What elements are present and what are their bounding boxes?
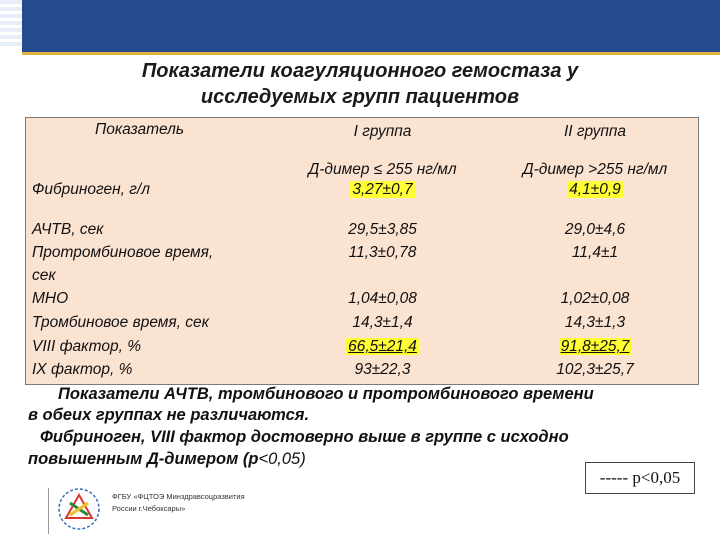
conclusion-line-4-prefix: повышенным Д-димером ( xyxy=(28,450,249,468)
aptt-group2-value: 29,0±4,6 xyxy=(564,221,626,238)
thrombin-group2-value: 14,3±1,3 xyxy=(564,314,626,331)
footer-line-2: России г.Чебоксары» xyxy=(112,504,186,513)
row-label-fibrinogen: Фибриноген, г/л xyxy=(32,181,150,198)
factor-viii-group2-value: 91,8±25,7 xyxy=(560,338,630,355)
conclusion-line-1: Показатели АЧТВ, тромбинового и протромбинового времени xyxy=(58,385,594,403)
decorative-stripes xyxy=(0,0,22,55)
col-header-group2: II группа xyxy=(563,123,627,140)
slide-title xyxy=(20,58,700,110)
header-divider xyxy=(22,52,720,55)
row-label-prothrombin-unit: сек xyxy=(32,267,56,284)
significance-legend: ----- p<0,05 xyxy=(585,462,695,494)
footer-institution xyxy=(112,491,245,515)
conclusion-line-4-rest: <0,05) xyxy=(258,450,306,468)
factor-viii-group1-value: 66,5±21,4 xyxy=(348,338,417,355)
footer-line-1: ФГБУ «ФЦТОЭ Минздравсоцразвития xyxy=(112,492,245,501)
factor-ix-group2-value: 102,3±25,7 xyxy=(556,361,634,378)
row-label-factor-viii: VIII фактор, % xyxy=(32,338,141,355)
institution-logo xyxy=(55,485,103,533)
conclusion-p-symbol: p xyxy=(248,450,259,468)
col-header-indicator: Показатель xyxy=(95,121,185,138)
conclusion-line-3: Фибриноген, VIII фактор достоверно выше в группе с исходно xyxy=(40,428,569,446)
fibrinogen-group1-value: 3,27±0,7 xyxy=(352,181,413,198)
row-label-aptt: АЧТВ, сек xyxy=(32,221,104,238)
row-label-thrombin-time: Тромбиновое время, сек xyxy=(32,314,209,331)
group1-criterion: Д-димер ≤ 255 нг/мл xyxy=(308,161,457,178)
thrombin-group1-value: 14,3±1,4 xyxy=(352,314,413,331)
aptt-group1-value: 29,5±3,85 xyxy=(348,221,417,238)
title-line-2: исследуемых групп пациентов xyxy=(200,86,520,108)
factor-ix-group1-value: 93±22,3 xyxy=(354,361,411,378)
prothrombin-group2-value: 11,4±1 xyxy=(571,244,619,261)
row-label-inr: МНО xyxy=(32,290,69,307)
header-bar xyxy=(22,0,720,52)
title-line-1: Показатели коагуляционного гемостаза у xyxy=(141,60,579,82)
inr-group1-value: 1,04±0,08 xyxy=(348,290,417,307)
group2-criterion: Д-димер >255 нг/мл xyxy=(522,161,668,178)
row-label-factor-ix: IX фактор, % xyxy=(32,361,133,378)
fibrinogen-group2-value: 4,1±0,9 xyxy=(569,181,621,198)
col-header-group1: I группа xyxy=(353,123,412,140)
inr-group2-value: 1,02±0,08 xyxy=(560,290,630,307)
conclusion-line-2: в обеих группах не различаются. xyxy=(28,406,310,424)
footer-divider xyxy=(48,488,49,534)
row-label-prothrombin-time: Протромбиновое время, xyxy=(32,244,214,261)
prothrombin-group1-value: 11,3±0,78 xyxy=(348,244,417,261)
